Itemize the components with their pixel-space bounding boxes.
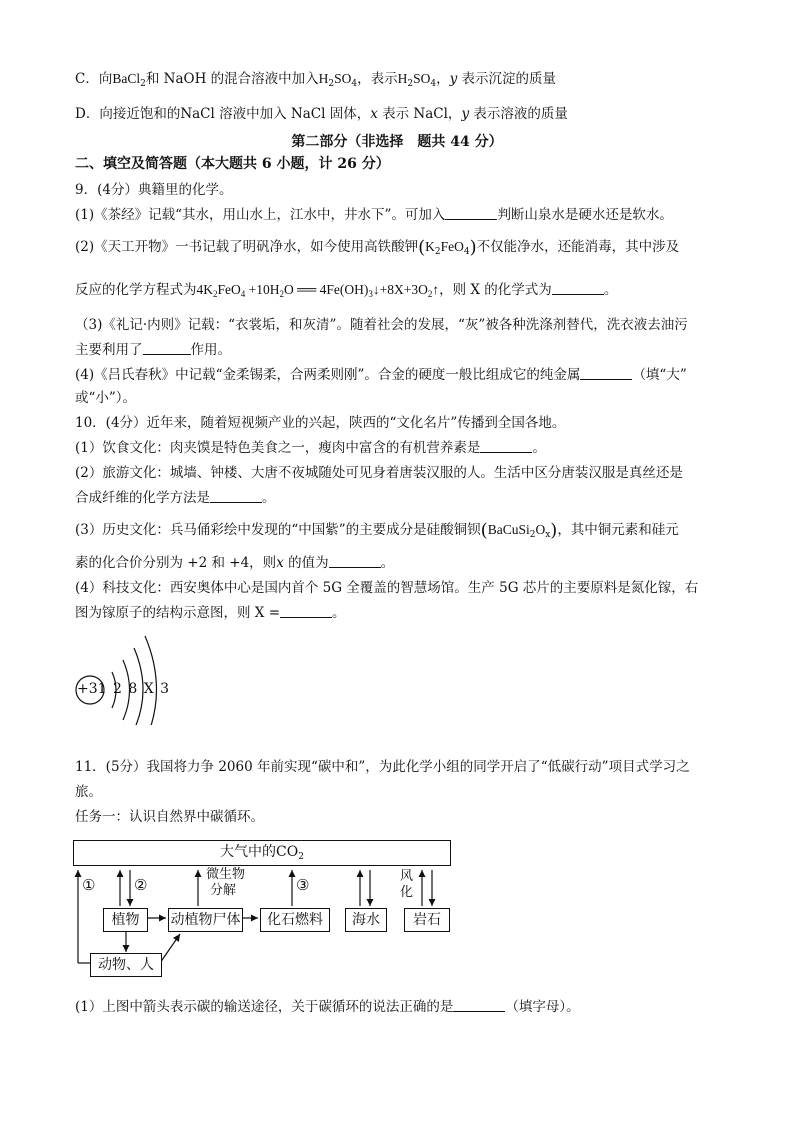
q9-part2-text: 反应的化学方程式为 <box>75 282 197 298</box>
q9-part1-text: (1)《茶经》记载“其水，用山水上，江水中，井水下”。可加入 <box>75 207 446 223</box>
fossil-fuel-box: 化石燃料 <box>260 908 330 932</box>
answer-blank[interactable] <box>280 605 332 618</box>
q9-head: 9．(4分）典籍里的化学。 <box>75 182 233 198</box>
formula-bacl2: BaCl <box>112 71 141 86</box>
variable-y: y <box>461 106 470 122</box>
answer-blank[interactable] <box>329 555 381 568</box>
answer-blank[interactable] <box>453 999 505 1012</box>
subscript: 2 <box>140 79 146 89</box>
label-weather-2: 化 <box>400 885 414 900</box>
q9-part2: (2)《天工开物》一书记载了明矾净水，如今使用高铁酸钾$(K_2FeO_4)$不仅能净水，还能消毒，其中涉及 <box>75 237 680 258</box>
formula-part: FeO <box>440 239 464 254</box>
path-label-1: ① <box>82 876 96 894</box>
rock-box: 岩石 <box>404 908 450 932</box>
atom-shells-graphic <box>70 630 180 725</box>
animal-human-box: 动物、人 <box>90 953 162 977</box>
formula-part: SO <box>334 71 352 86</box>
subscript: 4 <box>351 79 358 89</box>
q10-part3-line2: 素的化合价分别为 +2 和 +4，则x 的值为 。 <box>75 555 395 571</box>
subscript: 2 <box>407 79 414 89</box>
q11-part1: (1）上图中箭头表示碳的输送途径，关于碳循环的说法正确的是 （填字母）。 <box>75 999 580 1015</box>
subscript: 2 <box>434 247 441 257</box>
label-weather-1: 风 <box>400 869 414 884</box>
answer-blank[interactable] <box>445 207 497 220</box>
subscript: 2 <box>328 79 335 89</box>
option-c-text: ，表示 <box>357 71 398 87</box>
carbon-cycle-diagram <box>70 838 455 983</box>
formula-bacusi2ox: BaCuSi <box>487 522 530 537</box>
option-d <box>75 105 568 123</box>
answer-blank[interactable] <box>580 367 632 380</box>
formula-h2so4: H <box>318 71 329 86</box>
option-d-text: 表示溶液的质量 <box>469 106 568 122</box>
q9-part4-line1: (4)《吕氏春秋》中记载“金柔锡柔，合两柔则刚”。合金的硬度一般比组成它的纯金属 （填“大” <box>75 367 687 383</box>
plant-box: 植物 <box>103 908 148 932</box>
q9-part2-text: ，则 X 的化学式为 <box>439 282 552 298</box>
q10-part1: (1）饮食文化：肉夹馍是特色美食之一，瘦肉中富含的有机营养素是 。 <box>75 440 546 456</box>
chemical-equation: $4K_2FeO_4 +10H_2O$ ══ $4Fe(OH)_3↓+8X+3O_2↑$ <box>196 282 440 299</box>
q9-part4-line2: 或“小”）。 <box>75 390 137 406</box>
remains-box: 动植物尸体 <box>168 908 243 932</box>
option-c <box>75 70 556 88</box>
label-decompose: 分解 <box>210 883 237 898</box>
q9-part2-text: (2)《天工开物》一书记载了明矾净水，如今使用高铁酸钾 <box>75 239 419 255</box>
answer-blank[interactable] <box>143 342 191 355</box>
q10-part2-line1: (2）旅游文化：城墙、钟楼、大唐不夜城随处可见身着唐装汉服的人。生活中区分唐装汉服是真丝还是 <box>75 465 683 481</box>
q10-part3-line1: (3）历史文化：兵马俑彩绘中发现的“中国紫”的主要成分是硅酸铜钡$(BaCuSi_2O_x)$，其中铜元素和硅元 <box>75 520 679 541</box>
option-c-text: 表示沉淀的质量 <box>457 71 557 87</box>
atom-shell-electrons: 2 8 X 3 <box>113 681 171 697</box>
subscript: 4 <box>430 79 437 89</box>
option-c-text: 和 NaOH 的混合溶液中加入 <box>145 71 319 87</box>
formula-k2feo4: K <box>425 239 435 254</box>
q9-part1-text: 判断山泉水是硬水还是软水。 <box>497 207 673 223</box>
variable-x: x <box>370 106 378 122</box>
q11-head-line1: 11．(5分）我国将力争 2060 年前实现“碳中和”，为此化学小组的同学开启了“低碳行动”项目式学习之 <box>75 759 690 775</box>
part-two-title: 第二部分（非选择 题共 44 分） <box>291 134 503 150</box>
option-c-prefix: C．向 <box>75 71 113 87</box>
path-label-2: ② <box>134 876 148 894</box>
section-two-title: 二、填空及简答题（本大题共 6 小题，计 26 分） <box>75 156 390 172</box>
answer-blank[interactable] <box>552 282 604 295</box>
option-d-text: 表示 NaCl， <box>377 106 462 122</box>
answer-blank[interactable] <box>480 440 532 453</box>
q10-part4-line2: 图为镓原子的结构示意图，则 X = 。 <box>75 605 346 621</box>
label-microbe: 微生物 <box>206 867 246 882</box>
option-d-text: D．向接近饱和的NaCl 溶液中加入 NaCl 固体， <box>75 106 371 122</box>
q11-head-line2: 旅。 <box>75 784 102 800</box>
answer-blank[interactable] <box>210 490 262 503</box>
variable-y: y <box>449 71 458 87</box>
q9-part3-line1: （3)《礼记·内则》记载：“衣裳垢，和灰清”。随着社会的发展，“灰”被各种洗涤剂替代，洗衣液去油污 <box>75 317 688 333</box>
gallium-atom-diagram <box>70 630 180 725</box>
q9-part2-text: 不仅能净水，还能消毒，其中涉及 <box>476 239 680 255</box>
q10-head: 10．(4分）近年来，随着短视频产业的兴起，陕西的“文化名片”传播到全国各地。 <box>75 415 566 431</box>
q9-part1 <box>75 206 673 224</box>
atmosphere-co2-box: 大气中的$CO_2$ <box>73 840 451 866</box>
formula-h2so4: H <box>397 71 408 86</box>
path-label-3: ③ <box>296 876 310 894</box>
variable-x: x <box>276 555 284 571</box>
seawater-box: 海水 <box>345 908 387 932</box>
option-c-text: ， <box>436 71 450 87</box>
q11-task1: 任务一：认识自然界中碳循环。 <box>75 809 264 825</box>
subscript: 4 <box>463 247 470 257</box>
q9-equation-line: 反应的化学方程式为$4K_2FeO_4 +10H_2O$ ══ $4Fe(OH)_3↓+8X+3O_2↑$，则 X 的化学式为 。 <box>75 282 618 299</box>
q10-part2-line2: 合成纤维的化学方法是 。 <box>75 490 276 506</box>
q9-part3-line2: 主要利用了 作用。 <box>75 342 231 358</box>
q10-part4-line1: (4）科技文化：西安奥体中心是国内首个 5G 全覆盖的智慧场馆。生产 5G 芯片的主要原料是氮化镓，右 <box>75 580 699 596</box>
atom-nucleus-label: +31 <box>77 681 107 697</box>
formula-part: SO <box>413 71 431 86</box>
